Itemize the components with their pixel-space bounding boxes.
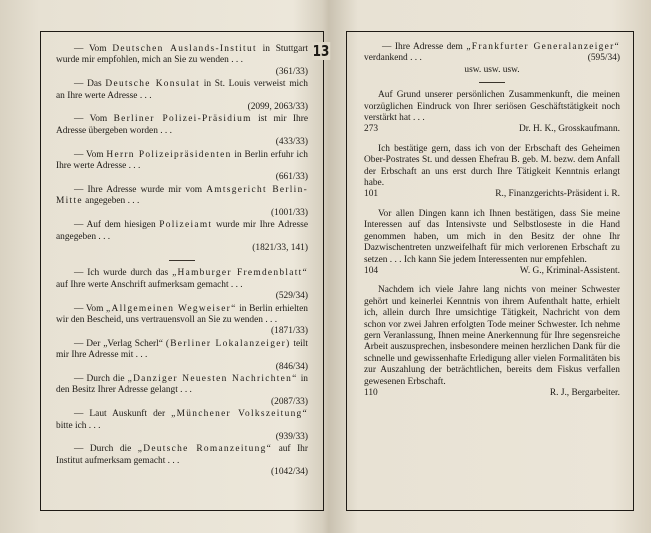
testimonial [364, 144, 620, 201]
citation-entry [56, 150, 308, 184]
testimonial [364, 209, 620, 277]
citation-entry [56, 185, 308, 219]
testimonial [364, 90, 620, 136]
entry-ref: (2099, 2063/33) [247, 102, 308, 113]
citation-entry [56, 220, 308, 254]
entry-ref: (1042/34) [271, 467, 308, 478]
entry-text: — Durch die „Danziger Neuesten Nachrichten“ in den Besitz Ihrer Adresse gelangt . . . [56, 373, 308, 396]
entry-ref: (433/33) [275, 137, 308, 148]
separator-rule [479, 82, 505, 83]
citation-entry [56, 114, 308, 148]
entry-ref: (1821/33, 141) [252, 242, 308, 253]
citation-entry [56, 409, 308, 443]
entry-text: — Vom Deutschen Auslands-Institut in Stuttgart wurde mir empfohlen, mich an Sie zu wenden . . . [56, 44, 309, 66]
testimonial-text: Vor allen Dingen kann ich Ihnen bestätigen, dass Sie meine Interessen auf das Intensivste und Selbstloseste in die Hand genommen haben, um mich in den Besitz der ohne Ihr Dazwischentreten unzweifelhaft für mich verlorenen Erbschaft zu setzen . . . Ich kann Sie jedem Interessenten nur empfehlen. [364, 208, 620, 265]
testimonial-signature-line [364, 388, 620, 399]
entry-text: — Vom Berliner Polizei-Präsidium ist mir Ihre Adresse übergeben worden . . . [56, 114, 308, 136]
testimonial-signature: W. G., Kriminal-Assistent. [519, 265, 620, 276]
entry-ref: (1871/33) [271, 326, 308, 337]
entry-ref: (661/33) [275, 172, 308, 183]
citation-entry [56, 339, 308, 373]
right-page [330, 0, 651, 533]
testimonial-signature: Dr. H. K., Grosskaufmann. [518, 124, 620, 135]
testimonial-number: 104 [364, 265, 379, 276]
entry-text: — Laut Auskunft der „Münchener Volkszeitung“ bitte ich . . . [56, 409, 309, 431]
testimonial-signature-line [364, 124, 620, 135]
testimonial-signature: R., Finanzgerichts-Präsident i. R. [495, 189, 620, 200]
testimonial-text: Auf Grund unserer persönlichen Zusammenkunft, die meinen vorzüglichen Eindruck von Ihrer seriösen Geschäftstätigkeit noch verstärkt hat . . . [364, 90, 620, 124]
entry-ref: (2087/33) [271, 396, 308, 407]
right-column [364, 42, 620, 407]
entry-ref: (846/34) [275, 361, 308, 372]
testimonial-number: 110 [364, 387, 378, 398]
testimonial [364, 285, 620, 399]
left-column [56, 44, 308, 480]
entry-text: — Vom „Allgemeinen Wegweiser“ in Berlin erhielten wir den Bescheid, uns vertrauensvoll an Sie zu wenden . . . [56, 303, 308, 325]
citation-entry [56, 374, 308, 408]
testimonial-signature: R. J., Bergarbeiter. [549, 387, 620, 398]
entry-ref: (361/33) [275, 66, 308, 77]
entry-text: — Ihre Adresse dem „Frankfurter Generalanzeiger“ verdankend . . . (595/34) [364, 42, 620, 64]
entry-text: — Der „Verlag Scherl“ (Berliner Lokalanzeiger) teilt mir Ihre Adresse mit . . . [56, 338, 308, 361]
entry-ref: (529/34) [275, 291, 308, 302]
testimonial-signature-line [364, 189, 620, 200]
testimonial-signature-line [364, 266, 620, 277]
entry-ref: (939/33) [275, 432, 308, 442]
page-number: 13 [312, 42, 330, 60]
entry-text: — Ich wurde durch das „Hamburger Fremdenblatt“ auf Ihre werte Anschrift aufmerksam gemacht . . . [56, 268, 308, 290]
entry-text: — Durch die „Deutsche Romanzeitung“ auf Ihr Institut aufmerksam gemacht . . . [56, 444, 308, 466]
entry-text: — Ihre Adresse wurde mir vom Amtsgericht Berlin-Mitte angegeben . . . [56, 184, 308, 207]
testimonials [364, 90, 620, 399]
testimonial-text: Nachdem ich viele Jahre lang nichts von meiner Schwester gehört und keinerlei Kenntnis von ihrem Aufenthalt hatte, erhielt ich, allein durch Ihre umsichtige Tätigkeit, Nachricht von dem schon vor zwei Jahren erfolgten Tode meiner Schwester. Ich nehme gern Veranlassung, Ihnen meine Anerkennung für Ihre segensreiche Arbeit auszusprechen, insbesondere meinen herzlichen Dank für die schnelle und gewissenhafte Erledigung aller vielen Formalitäten bis zur Auszahlung der beträchtlichen, bereits dem Fiskus verfallen gewesenen Erbschaft. [364, 285, 620, 387]
testimonial-number: 273 [364, 124, 379, 135]
citation-entry [56, 268, 308, 302]
entry-ref: (1001/33) [271, 207, 308, 218]
testimonial-text: Ich bestätige gern, dass ich von der Erbschaft des Geheimen Ober-Postrates St. und dessen Ehefrau B. geb. M. bezw. dem Anfall der Erbschaft an uns erst durch Ihre Tätigkeit Kenntnis erlangt habe. [364, 143, 620, 189]
usw-line: usw. usw. usw. [464, 64, 520, 75]
entry-text: — Das Deutsche Konsulat in St. Louis verweist mich an Ihre werte Adresse . . . [56, 79, 308, 101]
citation-entry [56, 44, 308, 78]
citation-entry [56, 304, 308, 338]
right-top-entry [364, 42, 620, 76]
citation-entry [56, 79, 308, 113]
citation-entry [56, 444, 308, 478]
entry-text: — Auf dem hiesigen Polizeiamt wurde mir Ihre Adresse angegeben . . . [56, 220, 308, 242]
entry-ref: (595/34) [587, 53, 620, 64]
entry-text: — Vom Herrn Polizeipräsidenten in Berlin erfuhr ich Ihre werte Adresse . . . [56, 149, 308, 172]
testimonial-number: 101 [364, 189, 379, 200]
separator-rule [169, 260, 195, 261]
